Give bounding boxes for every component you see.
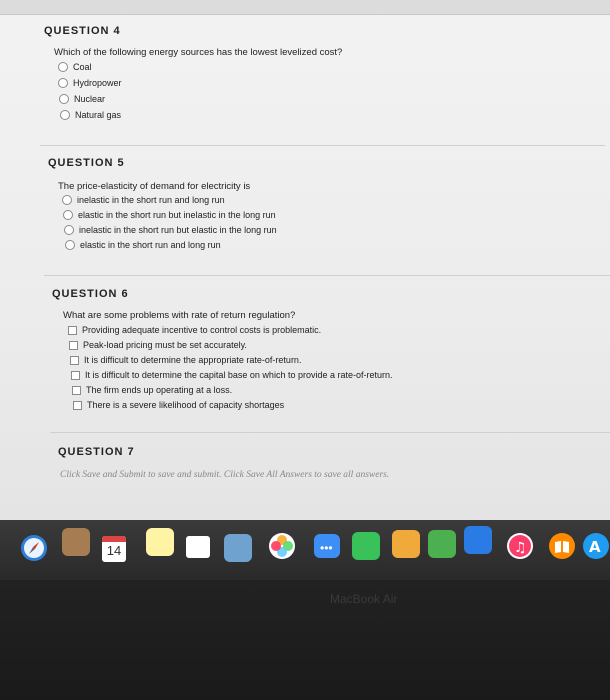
option-label: Natural gas bbox=[75, 110, 122, 120]
question-5-option-4[interactable] bbox=[65, 240, 221, 250]
option-label: Coal bbox=[73, 62, 92, 72]
section-divider bbox=[40, 145, 605, 146]
keynote-icon[interactable] bbox=[224, 534, 252, 562]
option-label: inelastic in the short run and long run bbox=[77, 195, 225, 205]
question-5-text: The price-elasticity of demand for electricity is bbox=[58, 181, 251, 192]
question-5-option-3[interactable] bbox=[64, 225, 277, 235]
option-label: There is a severe likelihood of capacity shortages bbox=[87, 400, 285, 410]
question-5-title: QUESTION 5 bbox=[48, 157, 125, 169]
dock bbox=[0, 520, 610, 580]
question-6-title: QUESTION 6 bbox=[52, 288, 129, 300]
appstore-icon[interactable] bbox=[582, 532, 610, 560]
calendar-day: 14 bbox=[106, 543, 122, 558]
section-divider bbox=[44, 275, 610, 276]
facetime-icon[interactable] bbox=[352, 532, 380, 560]
question-6-option-3[interactable] bbox=[70, 355, 301, 365]
question-4-option-nuclear[interactable] bbox=[59, 94, 105, 104]
option-label: Hydropower bbox=[73, 78, 122, 88]
option-label: The firm ends up operating at a loss. bbox=[86, 385, 233, 395]
question-4-option-hydropower[interactable] bbox=[58, 78, 122, 88]
stickies-icon[interactable] bbox=[146, 528, 174, 556]
ibooks-icon[interactable] bbox=[548, 532, 576, 560]
pages-icon[interactable] bbox=[392, 530, 420, 558]
laptop-bezel bbox=[0, 580, 610, 700]
question-4-option-natural-gas[interactable] bbox=[60, 110, 121, 120]
question-6-text: What are some problems with rate of return regulation? bbox=[63, 310, 296, 321]
question-6-option-4[interactable] bbox=[71, 370, 393, 380]
question-5-option-2[interactable] bbox=[63, 210, 276, 220]
question-6-option-1[interactable] bbox=[68, 325, 321, 335]
question-4-title: QUESTION 4 bbox=[44, 25, 121, 37]
question-6-option-5[interactable] bbox=[72, 385, 232, 395]
checkbox[interactable] bbox=[72, 386, 81, 395]
option-label: inelastic in the short run but elastic in the long run bbox=[79, 225, 277, 235]
question-6-option-2[interactable] bbox=[69, 340, 247, 350]
radio-button[interactable] bbox=[59, 94, 69, 104]
option-label: elastic in the short run but inelastic in the long run bbox=[78, 210, 276, 220]
radio-button[interactable] bbox=[58, 62, 68, 72]
checkbox[interactable] bbox=[69, 341, 78, 350]
brand-label: MacBook Air bbox=[330, 592, 398, 606]
svg-text:♫: ♫ bbox=[514, 540, 527, 556]
option-label: Nuclear bbox=[74, 94, 106, 104]
radio-button[interactable] bbox=[58, 78, 68, 88]
question-4-text: Which of the following energy sources has the lowest levelized cost? bbox=[54, 47, 343, 58]
option-label: It is difficult to determine the capital base on which to provide a rate-of-return. bbox=[85, 370, 393, 380]
photos-icon[interactable] bbox=[268, 532, 296, 560]
checkbox[interactable] bbox=[68, 326, 77, 335]
checkbox[interactable] bbox=[71, 371, 80, 380]
svg-text:A: A bbox=[589, 538, 601, 556]
calendar-icon[interactable] bbox=[102, 536, 126, 562]
question-4-option-coal[interactable] bbox=[58, 62, 92, 72]
radio-button[interactable] bbox=[60, 110, 70, 120]
checkbox[interactable] bbox=[73, 401, 82, 410]
option-label: Providing adequate incentive to control costs is problematic. bbox=[82, 325, 322, 335]
radio-button[interactable] bbox=[63, 210, 73, 220]
reminders-icon[interactable] bbox=[186, 536, 210, 558]
messages-icon[interactable] bbox=[312, 532, 342, 560]
radio-button[interactable] bbox=[65, 240, 75, 250]
radio-button[interactable] bbox=[64, 225, 74, 235]
svg-text:•••: ••• bbox=[320, 541, 333, 555]
keynote2-icon[interactable] bbox=[464, 526, 492, 554]
checkbox[interactable] bbox=[70, 356, 79, 365]
notes-icon[interactable] bbox=[62, 528, 90, 556]
section-divider bbox=[50, 432, 610, 433]
question-7-title: QUESTION 7 bbox=[58, 446, 135, 458]
top-border bbox=[0, 0, 610, 15]
itunes-icon[interactable] bbox=[506, 532, 534, 560]
save-instruction: Click Save and Submit to save and submit. Click Save All Answers to save all answers. bbox=[60, 470, 390, 480]
numbers-icon[interactable] bbox=[428, 530, 456, 558]
question-5-option-1[interactable] bbox=[62, 195, 225, 205]
option-label: elastic in the short run and long run bbox=[80, 240, 221, 250]
option-label: Peak-load pricing must be set accurately. bbox=[83, 340, 247, 350]
question-6-option-6[interactable] bbox=[73, 400, 284, 410]
radio-button[interactable] bbox=[62, 195, 72, 205]
option-label: It is difficult to determine the appropriate rate-of-return. bbox=[84, 355, 302, 365]
safari-icon[interactable] bbox=[20, 534, 48, 562]
